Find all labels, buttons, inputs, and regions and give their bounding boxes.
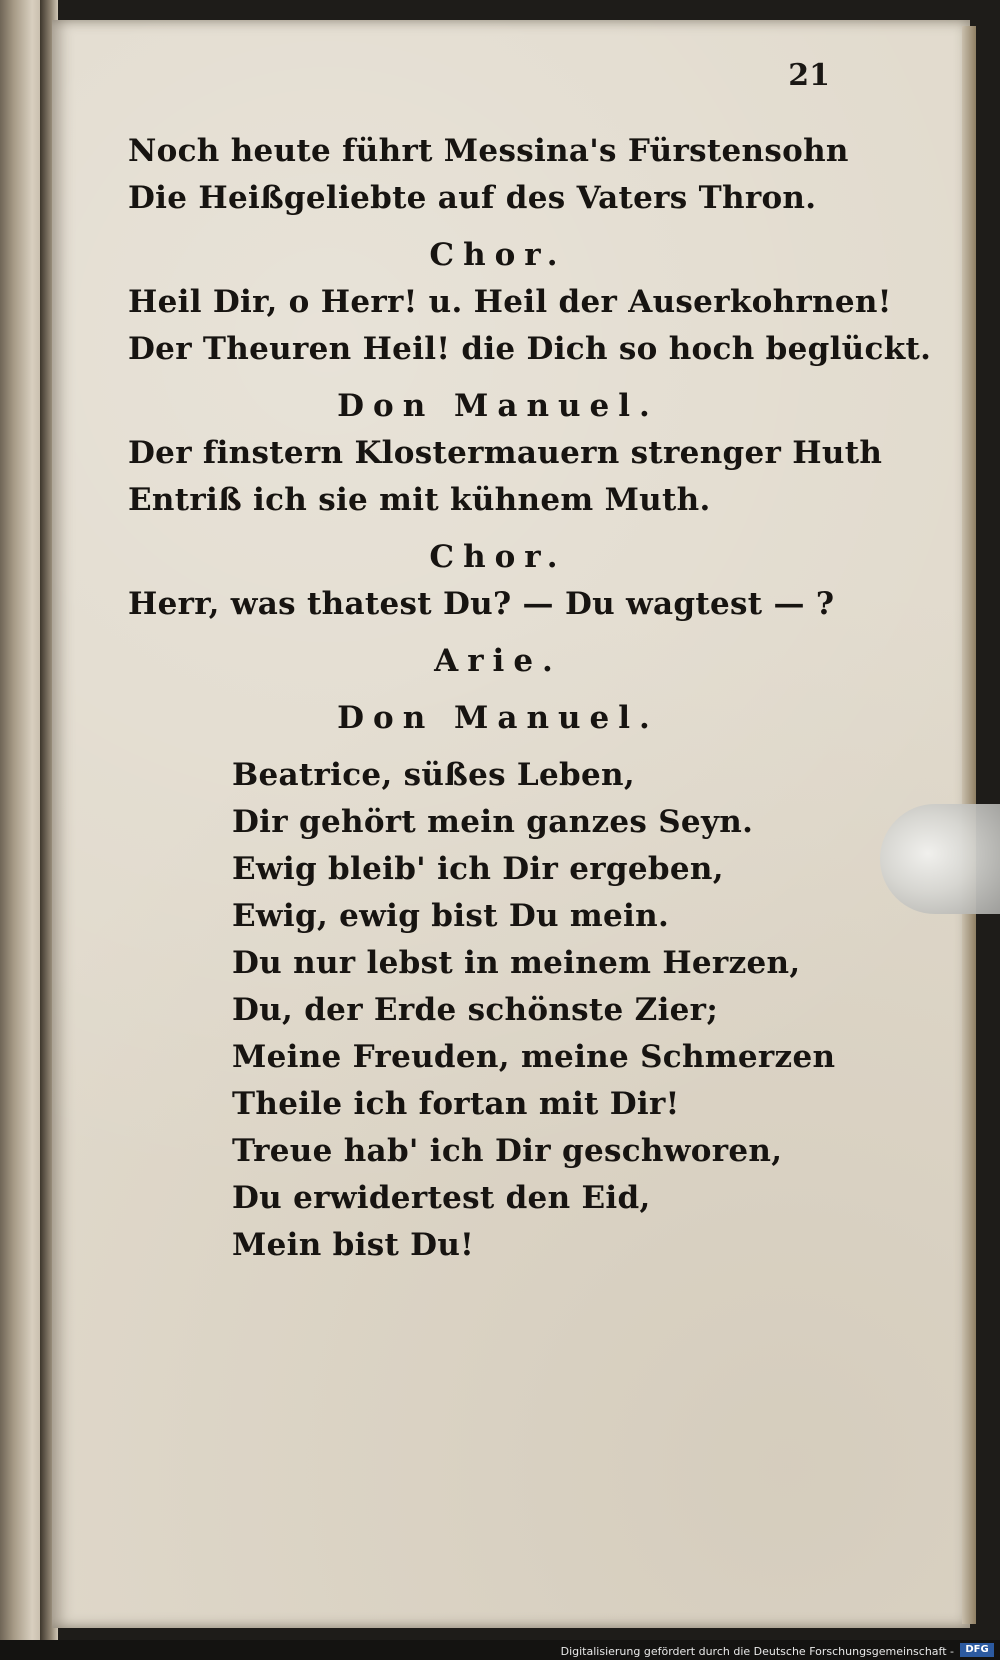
aria-line: Theile ich fortan mit Dir! bbox=[232, 1086, 680, 1122]
verse-line: Entriß ich sie mit kühnem Muth. bbox=[128, 482, 711, 518]
page-number: 21 bbox=[788, 58, 830, 93]
aria-line: Ewig bleib' ich Dir ergeben, bbox=[232, 851, 724, 887]
verse-line: Herr, was thatest Du? — Du wagtest — ? bbox=[128, 586, 835, 622]
speaker-heading: Chor. bbox=[429, 539, 567, 575]
aria-line: Treue hab' ich Dir geschworen, bbox=[232, 1133, 783, 1169]
dfg-logo-icon: DFG bbox=[960, 1643, 994, 1657]
aria-line: Ewig, ewig bist Du mein. bbox=[232, 898, 670, 934]
verse-line: Der Theuren Heil! die Dich so hoch beglückt. bbox=[128, 331, 932, 367]
verse-line: Noch heute führt Messina's Fürstensohn bbox=[128, 133, 849, 169]
section-heading: Arie. bbox=[434, 643, 562, 679]
scanner-thumb bbox=[880, 804, 1000, 914]
funding-credit: Digitalisierung gefördert durch die Deutsche Forschungsgemeinschaft - bbox=[560, 1645, 954, 1658]
aria-line: Meine Freuden, meine Schmerzen bbox=[232, 1039, 836, 1075]
speaker-heading: Don Manuel. bbox=[337, 700, 659, 736]
aria-line: Dir gehört mein ganzes Seyn. bbox=[232, 804, 754, 840]
verse-line: Die Heißgeliebte auf des Vaters Thron. bbox=[128, 180, 817, 216]
aria-line: Du, der Erde schönste Zier; bbox=[232, 992, 719, 1028]
verse-line: Der finstern Klostermauern strenger Huth bbox=[128, 435, 883, 471]
aria-line: Du nur lebst in meinem Herzen, bbox=[232, 945, 801, 981]
page-text bbox=[128, 128, 932, 1269]
speaker-heading: Don Manuel. bbox=[337, 388, 659, 424]
digitization-footer bbox=[0, 1640, 1000, 1660]
speaker-heading: Chor. bbox=[429, 237, 567, 273]
verse-line: Heil Dir, o Herr! u. Heil der Auserkohrnen! bbox=[128, 284, 892, 320]
aria-line: Du erwidertest den Eid, bbox=[232, 1180, 651, 1216]
aria-line: Mein bist Du! bbox=[232, 1227, 475, 1263]
aria-line: Beatrice, süßes Leben, bbox=[232, 757, 635, 793]
